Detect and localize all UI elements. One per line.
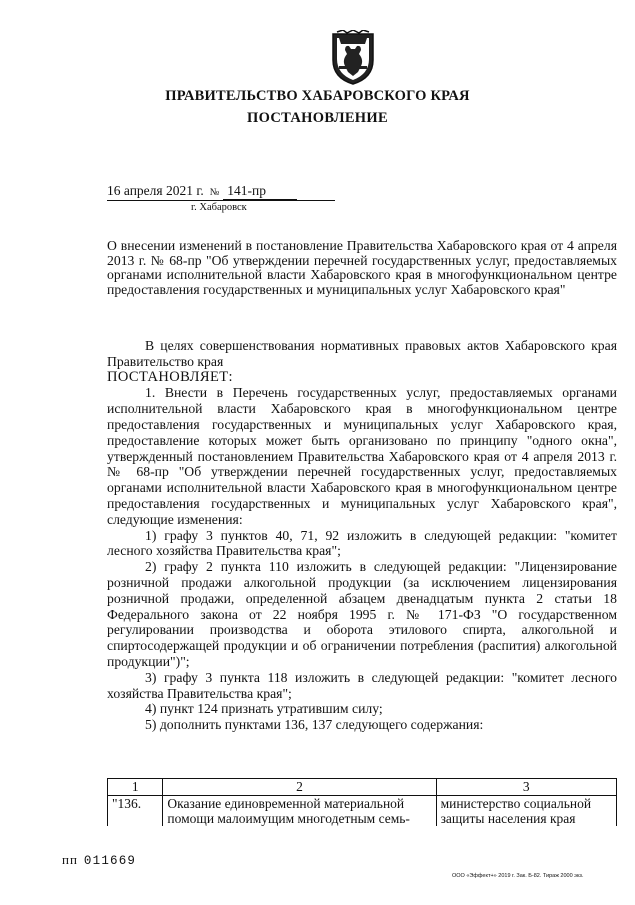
services-table [107,778,617,826]
city: г. Хабаровск [191,202,247,213]
coat-of-arms-icon [331,30,375,86]
preamble: В целях совершенствования нормативных правовых актов Хабаровского края Правительство края [107,338,617,369]
table-header-cell: 1 [108,779,163,796]
table-header-row [108,779,617,796]
series-number: 011669 [83,854,137,868]
item-1-2: 2) графу 2 пункта 110 изложить в следующей редакции: "Лицензирование розничной продажи алкогольной продукции (за исключением лицензирования розничной продажи, определенной абзацем двенадцатым пункта 2 статьи 18 Федерального закона от 22 ноября 1995 г. № 171-ФЗ "О государственном регулировании производства и оборота этилового спирта, алкогольной и спиртосодержащей продукции и об ограничении потребления (распития) алкогольной продукции")"; [107,559,617,669]
series-label: пп [62,852,78,867]
table-header-cell: 3 [436,779,616,796]
table-header-cell: 2 [163,779,436,796]
printer-imprint: ООО «Эффект+» 2019 г. Зак. Б-82. Тираж 2000 экз. [452,873,584,879]
table-row [108,796,617,827]
item-1-4: 4) пункт 124 признать утратившим силу; [145,701,383,717]
resolves-heading: ПОСТАНОВЛЯЕТ: [107,368,233,385]
document-subject: О внесении изменений в постановление Правительства Хабаровского края от 4 апреля 2013 г. № 68-пр "Об утверждении перечней государственных услуг, предоставляемых органами исполнительной власти Хабаровского края в многофункциональном центре предоставления государственных и муниципальных услуг Хабаровского края" [107,238,617,297]
table-cell-number: "136. [108,796,163,827]
date-number-line [107,183,297,200]
document-type: ПОСТАНОВЛЕНИЕ [247,110,388,126]
item-1: 1. Внести в Перечень государственных услуг, предоставляемых органами исполнительной власти Хабаровского края в многофункциональном центре предоставления государственных и муниципальных услуг Хабаровского края, предоставление которых может быть организовано по принципу "одного окна", утвержденный постановлением Правительства Хабаровского края от 4 апреля 2013 г. № 68-пр "Об утверждении перечней государственных услуг, предоставляемых органами исполнительной власти Хабаровского края в многофункциональном центре предоставления государственных и муниципальных услуг Хабаровского края", следующие изменения: [107,385,617,527]
document-body [107,338,617,733]
date-underline [107,200,335,201]
item-1-3: 3) графу 3 пункта 118 изложить в следующей редакции: "комитет лесного хозяйства Правительства края"; [107,669,617,701]
form-series [62,852,136,868]
table-cell-service: Оказание единовременной материальной помощи малоимущим многодетным семь- [163,796,436,827]
document-date: 16 апреля 2021 г. [107,183,204,198]
table-cell-authority: министерство социальной защиты населения края [436,796,616,827]
government-title: ПРАВИТЕЛЬСТВО ХАБАРОВСКОГО КРАЯ [165,88,470,104]
item-1-1: 1) графу 3 пунктов 40, 71, 92 изложить в следующей редакции: "комитет лесного хозяйства Правительства края"; [107,527,617,559]
number-sign: № [209,187,220,198]
document-number: 141-пр [223,183,297,200]
item-1-5: 5) дополнить пунктами 136, 137 следующего содержания: [145,717,484,733]
